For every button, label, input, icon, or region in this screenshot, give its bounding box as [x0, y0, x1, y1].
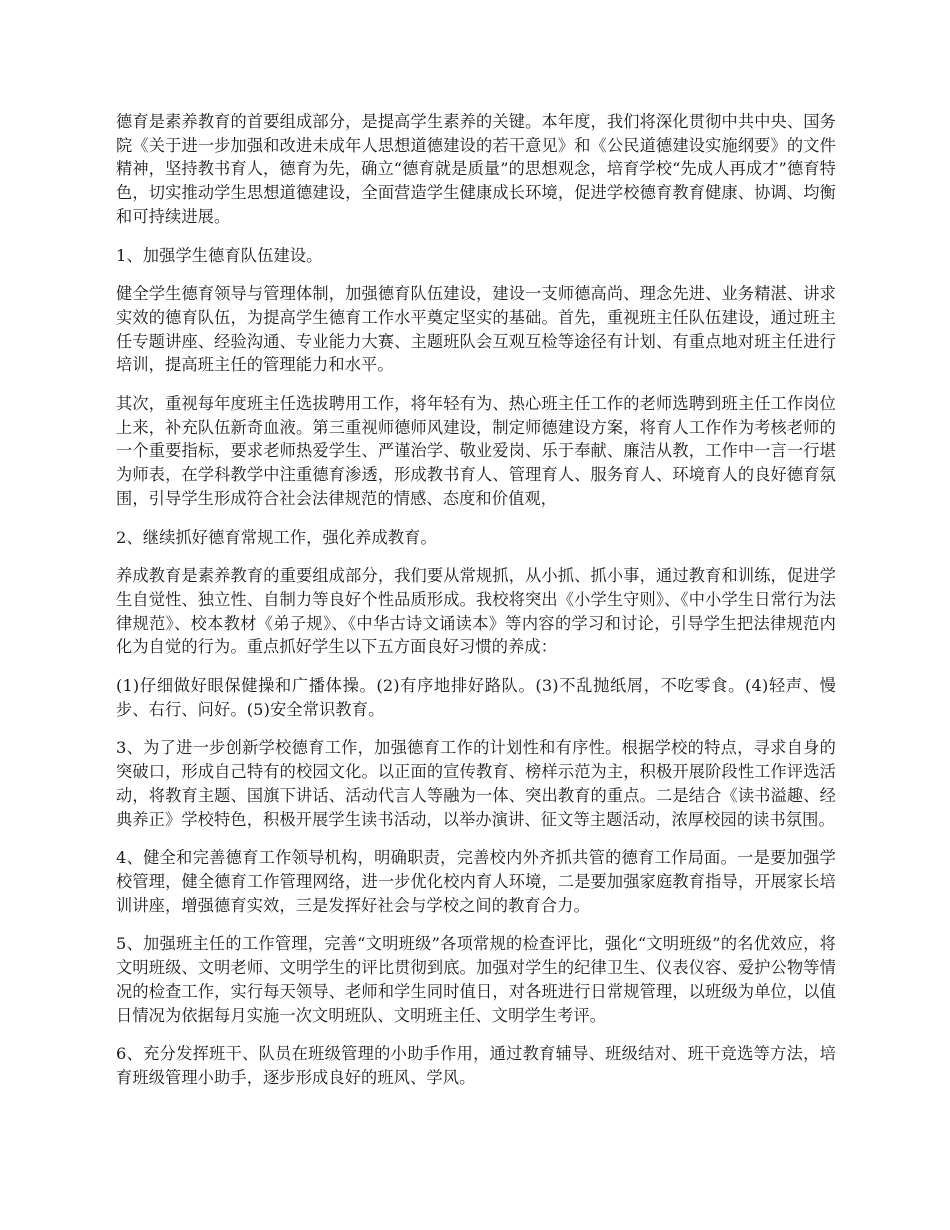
paragraph-item-6: 6、充分发挥班干、队员在班级管理的小助手作用，通过教育辅导、班级结对、班干竞选等方法，培育班级管理小助手，逐步形成良好的班风、学风。 — [116, 1044, 836, 1087]
paragraph-item-2-body: 养成教育是素养教育的重要组成部分，我们要从常规抓，从小抓、抓小事，通过教育和训练，促进学生自觉性、独立性、自制力等良好个性品质形成。我校将突出《小学生守则》、《中小学生日常行为法律规范》、校本教材《弟子规》、《中华古诗文诵读本》等内容的学习和讨论，引导学生把法律规范内化为自觉的行为。重点抓好学生以下五方面良好习惯的养成： — [116, 566, 836, 657]
document-body — [116, 110, 836, 1105]
paragraph-habits-list: (1)仔细做好眼保健操和广播体操。(2)有序地排好路队。(3)不乱抛纸屑，不吃零食。(4)轻声、慢步、右行、问好。(5)安全常识教育。 — [116, 676, 836, 719]
heading-item-1: 1、加强学生德育队伍建设。 — [116, 245, 323, 265]
paragraph-item-1-body: 健全学生德育领导与管理体制，加强德育队伍建设，建设一支师德高尚、理念先进、业务精湛、讲求实效的德育队伍，为提高学生德育工作水平奠定坚实的基础。首先，重视班主任队伍建设，通过班主任专题讲座、经验沟通、专业能力大赛、主题班队会互观互检等途径有计划、有重点地对班主任进行培训，提高班主任的管理能力和水平。 — [116, 284, 836, 375]
paragraph-item-5: 5、加强班主任的工作管理，完善“文明班级”各项常规的检查评比，强化“文明班级”的名优效应，将文明班级、文明老师、文明学生的评比贯彻到底。加强对学生的纪律卫生、仪表仪容、爱护公物等情况的检查工作，实行每天领导、老师和学生同时值日，对各班进行日常规管理，以班级为单位，以值日情况为依据每月实施一次文明班队、文明班主任、文明学生考评。 — [116, 934, 836, 1025]
paragraph-item-4: 4、健全和完善德育工作领导机构，明确职责，完善校内外齐抓共管的德育工作局面。一是要加强学校管理，健全德育工作管理网络，进一步优化校内育人环境，二是要加强家庭教育指导，开展家长培训讲座，增强德育实效，三是发挥好社会与学校之间的教育合力。 — [116, 848, 836, 915]
paragraph-intro: 德育是素养教育的首要组成部分，是提高学生素养的关键。本年度，我们将深化贯彻中共中央、国务院《关于进一步加强和改进未成年人思想道德建设的若干意见》和《公民道德建设实施纲要》的文件精神，坚持教书育人，德育为先，确立“德育就是质量”的思想观念，培育学校“先成人再成才”德育特色，切实推动学生思想道德建设，全面营造学生健康成长环境，促进学校德育教育健康、协调、均衡和可持续进展。 — [116, 112, 836, 226]
heading-item-2: 2、继续抓好德育常规工作，强化养成教育。 — [116, 527, 437, 547]
paragraph-item-1-continued: 其次，重视每年度班主任选拔聘用工作，将年轻有为、热心班主任工作的老师选聘到班主任工作岗位上来，补充队伍新奇血液。第三重视师德师风建设，制定师德建设方案，将育人工作作为考核老师的一个重要指标，要求老师热爱学生、严谨治学、敬业爱岗、乐于奉献、廉洁从教，工作中一言一行堪为师表，在学科教学中注重德育渗透，形成教书育人、管理育人、服务育人、环境育人的良好德育氛围，引导学生形成符合社会法律规范的情感、态度和价值观， — [116, 394, 836, 508]
paragraph-item-3: 3、为了进一步创新学校德育工作，加强德育工作的计划性和有序性。根据学校的特点，寻求自身的突破口，形成自己特有的校园文化。以正面的宣传教育、榜样示范为主，积极开展阶段性工作评选活动，将教育主题、国旗下讲话、活动代言人等融为一体、突出教育的重点。二是结合《读书溢趣、经典养正》学校特色，积极开展学生读书活动，以举办演讲、征文等主题活动，浓厚校园的读书氛围。 — [116, 738, 836, 829]
